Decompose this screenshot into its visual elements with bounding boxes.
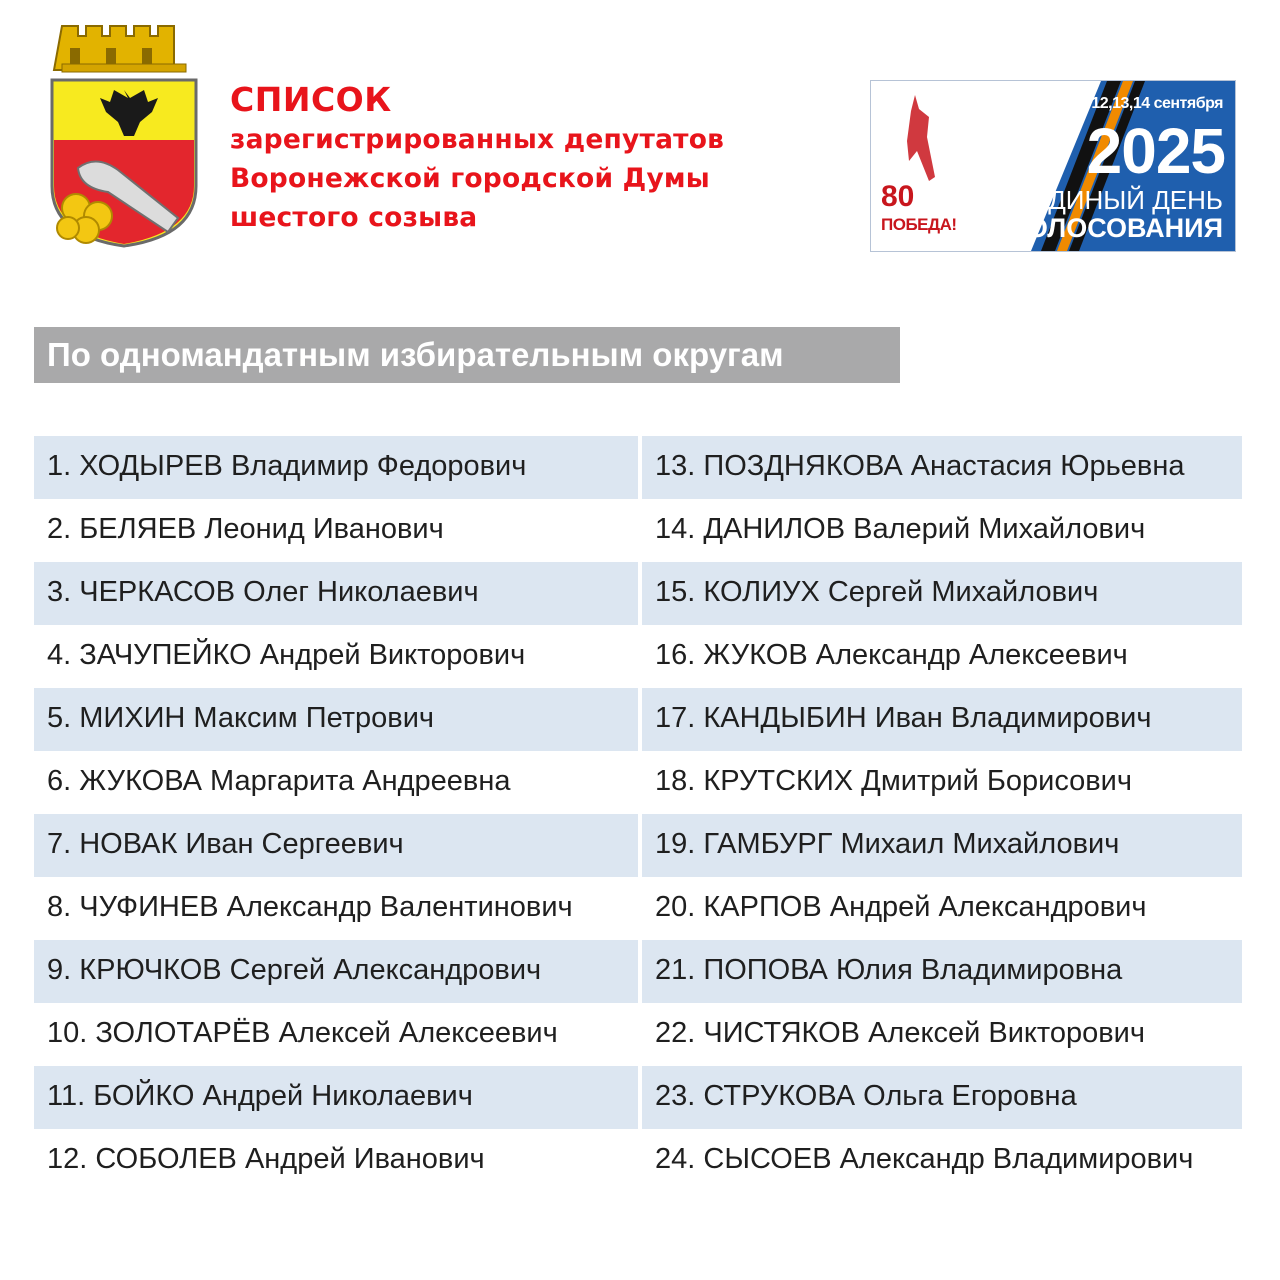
list-item: 1. ХОДЫРЕВ Владимир Федорович	[34, 436, 638, 499]
list-item: 24. СЫСОЕВ Александр Владимирович	[655, 1143, 1194, 1175]
list-item: 14. ДАНИЛОВ Валерий Михайлович	[655, 513, 1146, 545]
list-item: 5. МИХИН Максим Петрович	[34, 688, 638, 751]
list-item: 11. БОЙКО Андрей Николаевич	[34, 1066, 638, 1129]
victory-number: 80	[881, 180, 915, 213]
election-day-banner	[870, 80, 1236, 252]
list-item: 17. КАНДЫБИН Иван Владимирович	[642, 688, 1242, 751]
list-item: 2. БЕЛЯЕВ Леонид Иванович	[47, 513, 444, 545]
list-item: 19. ГАМБУРГ Михаил Михайлович	[642, 814, 1242, 877]
title-line-1: СПИСОК	[230, 80, 392, 119]
deputies-list	[34, 436, 1242, 1192]
coat-of-arms-emblem	[48, 18, 200, 260]
list-item: 4. ЗАЧУПЕЙКО Андрей Викторович	[47, 639, 526, 671]
banner-line-1: ЕДИНЫЙ ДЕНЬ	[1030, 185, 1223, 215]
list-item: 15. КОЛИУХ Сергей Михайлович	[642, 562, 1242, 625]
document-title	[230, 80, 724, 237]
title-line-3: Воронежской городской Думы	[230, 163, 710, 194]
title-line-2: зарегистрированных депутатов	[230, 124, 725, 155]
list-item: 7. НОВАК Иван Сергеевич	[34, 814, 638, 877]
list-item: 20. КАРПОВ Андрей Александрович	[655, 891, 1147, 923]
section-header: По одномандатным избирательным округам	[34, 327, 900, 383]
list-item: 21. ПОПОВА Юлия Владимировна	[642, 940, 1242, 1003]
banner-year: 2025	[1086, 115, 1225, 187]
list-item: 23. СТРУКОВА Ольга Егоровна	[642, 1066, 1242, 1129]
list-item: 16. ЖУКОВ Александр Алексеевич	[655, 639, 1128, 671]
list-item: 6. ЖУКОВА Маргарита Андреевна	[47, 765, 511, 797]
victory-text: ПОБЕДА!	[881, 215, 957, 234]
list-item: 13. ПОЗДНЯКОВА Анастасия Юрьевна	[642, 436, 1242, 499]
list-item: 3. ЧЕРКАСОВ Олег Николаевич	[34, 562, 638, 625]
list-item: 22. ЧИСТЯКОВ Алексей Викторович	[655, 1017, 1145, 1049]
banner-dates: 12,13,14 сентября	[1091, 95, 1223, 112]
list-item: 10. ЗОЛОТАРЁВ Алексей Алексеевич	[47, 1017, 558, 1049]
list-item: 18. КРУТСКИХ Дмитрий Борисович	[655, 765, 1132, 797]
banner-line-2: ГОЛОСОВАНИЯ	[1011, 213, 1223, 243]
list-item: 12. СОБОЛЕВ Андрей Иванович	[47, 1143, 485, 1175]
title-line-4: шестого созыва	[230, 202, 478, 233]
list-item: 9. КРЮЧКОВ Сергей Александрович	[34, 940, 638, 1003]
list-item: 8. ЧУФИНЕВ Александр Валентинович	[47, 891, 573, 923]
